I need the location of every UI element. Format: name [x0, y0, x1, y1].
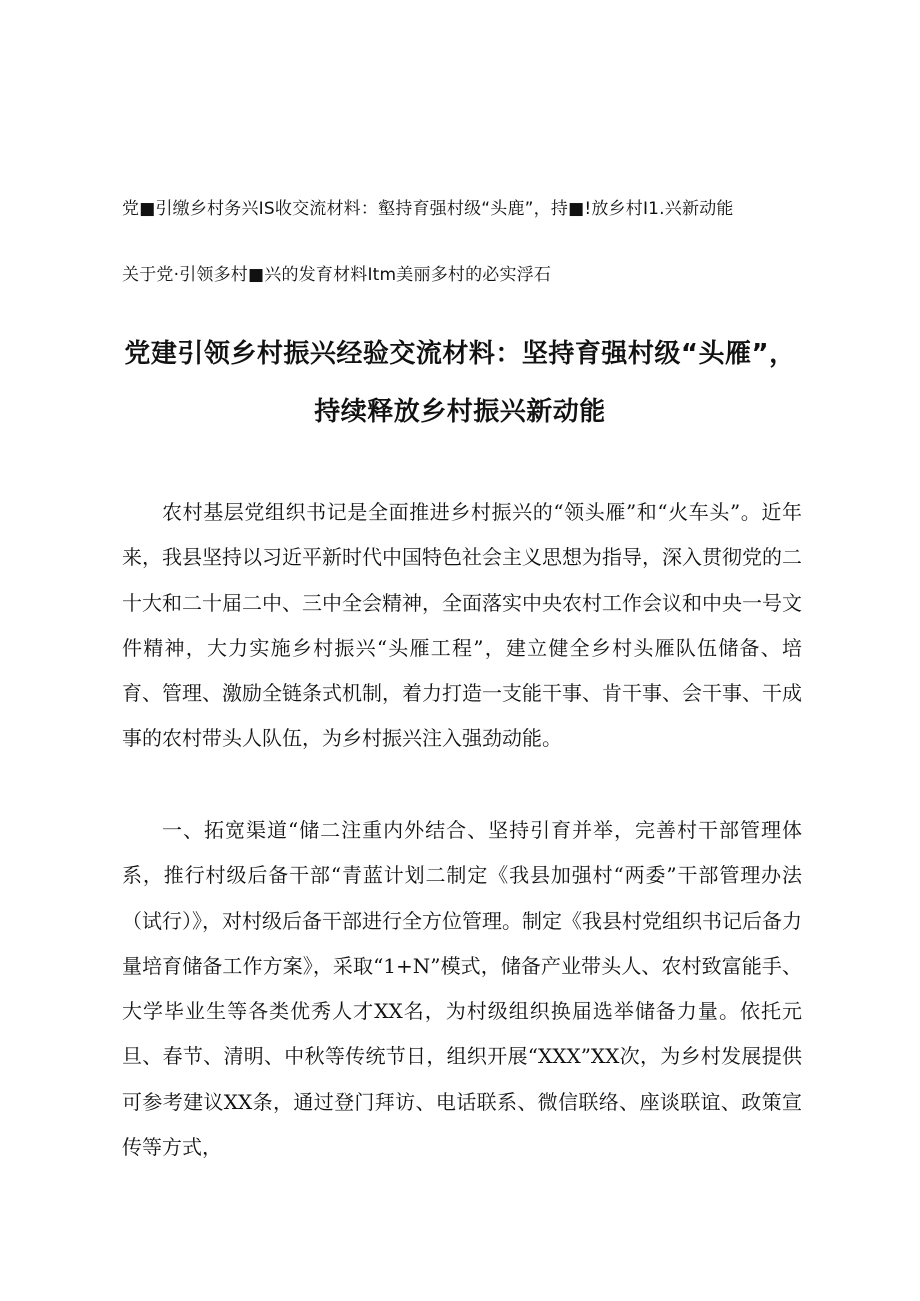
body-paragraph-2: [122, 808, 802, 1170]
related-article-line-1: 党■引缴乡村务兴IS收交流材料：壑持育强村级“头鹿”，持■!放乡村I1.兴新动能: [122, 199, 734, 219]
paragraph-text: 农村基层党组织书记是全面推进乡村振兴的“领头雁”和“火车头”。近年来，我县坚持以习近平新时代中国特色社会主义思想为指导，深入贯彻党的二十大和二十届二中、三中全会精神，全面落实中央农村工作会议和中央一号文件精神，大力实施乡村振兴“头雁工程”，建立健全乡村头雁队伍储备、培育、管理、激励全链条式机制，着力打造一支能干事、肯干事、会干事、干成事的农村带头人队伍，为乡村振兴注入强劲动能。: [122, 500, 802, 751]
document-title-line-2: 持续释放乡村振兴新动能: [314, 397, 606, 427]
body-paragraph-1: [122, 490, 802, 762]
paragraph-text: 一、拓宽渠道“储二注重内外结合、坚持引育并举，完善村干部管理体系，推行村级后备干部“青蓝计划二制定《我县加强村“两委”干部管理办法（试行）》，对村级后备干部进行全方位管理。制定《我县村党组织书记后备力量培育储备工作方案》，采取“1+N”模式，储备产业带头人、农村致富能手、大学毕业生等各类优秀人才XX名，为村级组织换届选举储备力量。依托元旦、春节、清明、中秋等传统节日，组织开展“XXX”XX次，为乡村发展提供可参考建议XX条，通过登门拜访、电话联系、微信联络、座谈联谊、政策宣传等方式，: [122, 818, 802, 1160]
document-title-line-1: 党建引领乡村振兴经验交流材料：坚持育强村级“头雁”，: [124, 339, 796, 369]
related-article-line-2: 关于党·引领多村■兴的发育材料Itm美丽多村的必实浮石: [122, 265, 552, 285]
